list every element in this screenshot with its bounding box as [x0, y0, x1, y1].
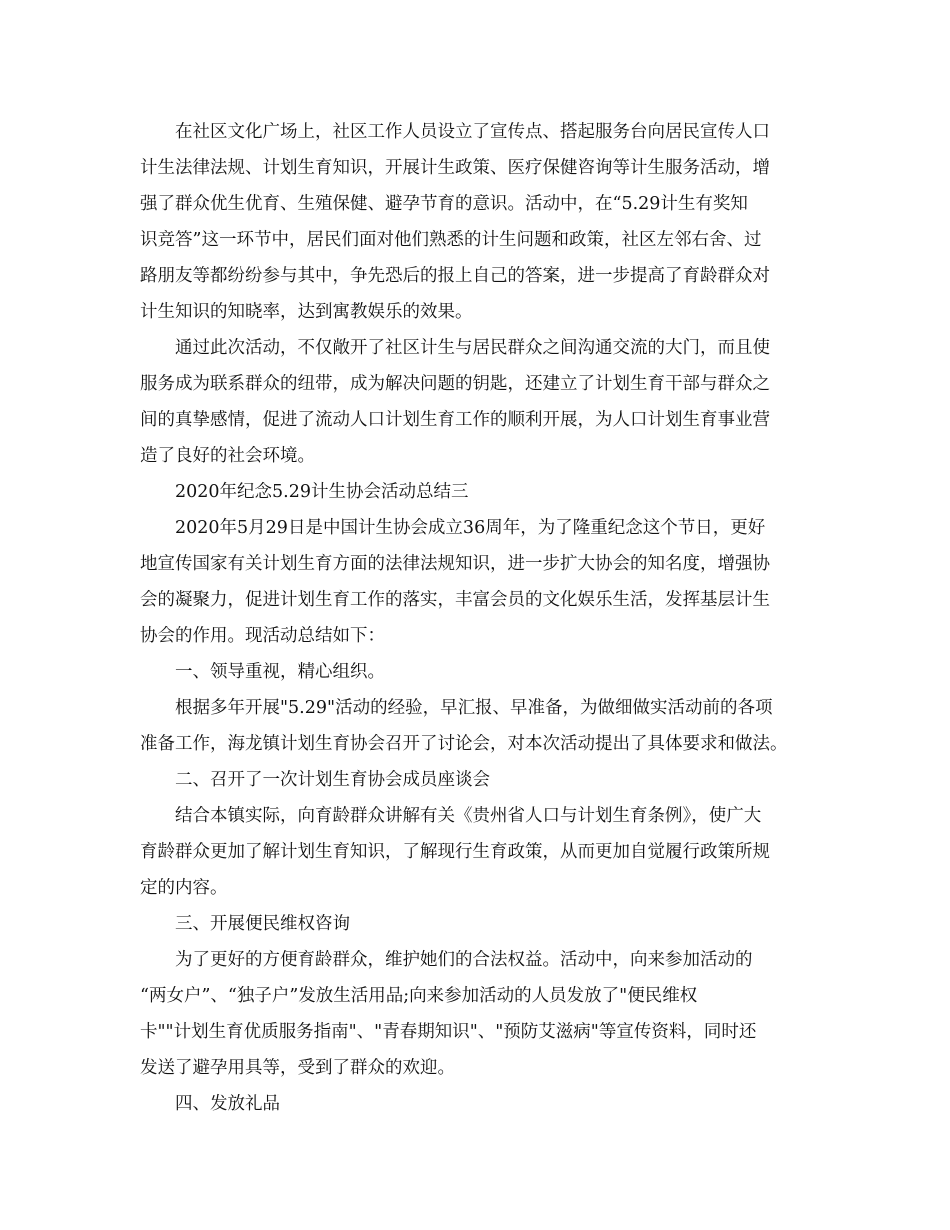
subheading: 四、发放礼品 — [175, 1094, 280, 1114]
paragraph-line: 协会的作用。现活动总结如下： — [140, 626, 385, 646]
paragraph-line: 通过此次活动，不仅敞开了社区计生与居民群众之间沟通交流的大门，而且使 — [175, 338, 770, 358]
paragraph-line: 为了更好的方便育龄群众，维护她们的合法权益。活动中，向来参加活动的 — [175, 950, 753, 970]
paragraph-line: 发送了避孕用具等，受到了群众的欢迎。 — [140, 1058, 455, 1078]
paragraph-line: “两女户”、“独子户”发放生活用品;向来参加活动的人员发放了"便民维权 — [140, 986, 698, 1006]
paragraph-line: 路朋友等都纷纷参与其中，争先恐后的报上自己的答案，进一步提高了育龄群众对 — [140, 266, 770, 286]
paragraph-line: 在社区文化广场上，社区工作人员设立了宣传点、搭起服务台向居民宣传人口 — [175, 122, 770, 142]
paragraph-line: 间的真挚感情，促进了流动人口计划生育工作的顺利开展，为人口计划生育事业营 — [140, 410, 770, 430]
subheading: 一、领导重视，精心组织。 — [175, 662, 385, 682]
paragraph-line: 计生知识的知晓率，达到寓教娱乐的效果。 — [140, 302, 473, 322]
paragraph-line: 定的内容。 — [140, 878, 228, 898]
paragraph-line: 准备工作，海龙镇计划生育协会召开了讨论会，对本次活动提出了具体要求和做法。 — [140, 734, 788, 754]
paragraph-line: 强了群众优生优育、生殖保健、避孕节育的意识。活动中，在“5.29计生有奖知 — [140, 194, 748, 214]
paragraph-line: 地宣传国家有关计划生育方面的法律法规知识，进一步扩大协会的知名度，增强协 — [140, 554, 770, 574]
paragraph-line: 服务成为联系群众的纽带，成为解决问题的钥匙，还建立了计划生育干部与群众之 — [140, 374, 770, 394]
paragraph-line: 会的凝聚力，促进计划生育工作的落实，丰富会员的文化娱乐生活，发挥基层计生 — [140, 590, 770, 610]
paragraph-line: 识竞答”这一环节中，居民们面对他们熟悉的计生问题和政策，社区左邻右舍、过 — [140, 230, 762, 250]
subheading: 三、开展便民维权咨询 — [175, 914, 350, 934]
paragraph-line: 计生法律法规、计划生育知识，开展计生政策、医疗保健咨询等计生服务活动，增 — [140, 158, 770, 178]
paragraph-line: 卡""计划生育优质服务指南"、"青春期知识"、"预防艾滋病"等宣传资料，同时还 — [140, 1022, 757, 1042]
subheading: 二、召开了一次计划生育协会成员座谈会 — [175, 770, 490, 790]
paragraph-line: 育龄群众更加了解计划生育知识，了解现行生育政策，从而更加自觉履行政策所规 — [140, 842, 770, 862]
paragraph-line: 结合本镇实际，向育龄群众讲解有关《贵州省人口与计划生育条例》，使广大 — [175, 806, 762, 826]
paragraph-line: 2020年5月29日是中国计生协会成立36周年，为了隆重纪念这个节日，更好 — [175, 518, 766, 538]
paragraph-line: 造了良好的社会环境。 — [140, 446, 315, 466]
paragraph-line: 根据多年开展"5.29"活动的经验，早汇报、早准备，为做细做实活动前的各项 — [175, 698, 773, 718]
section-heading: 2020年纪念5.29计生协会活动总结三 — [175, 482, 469, 502]
